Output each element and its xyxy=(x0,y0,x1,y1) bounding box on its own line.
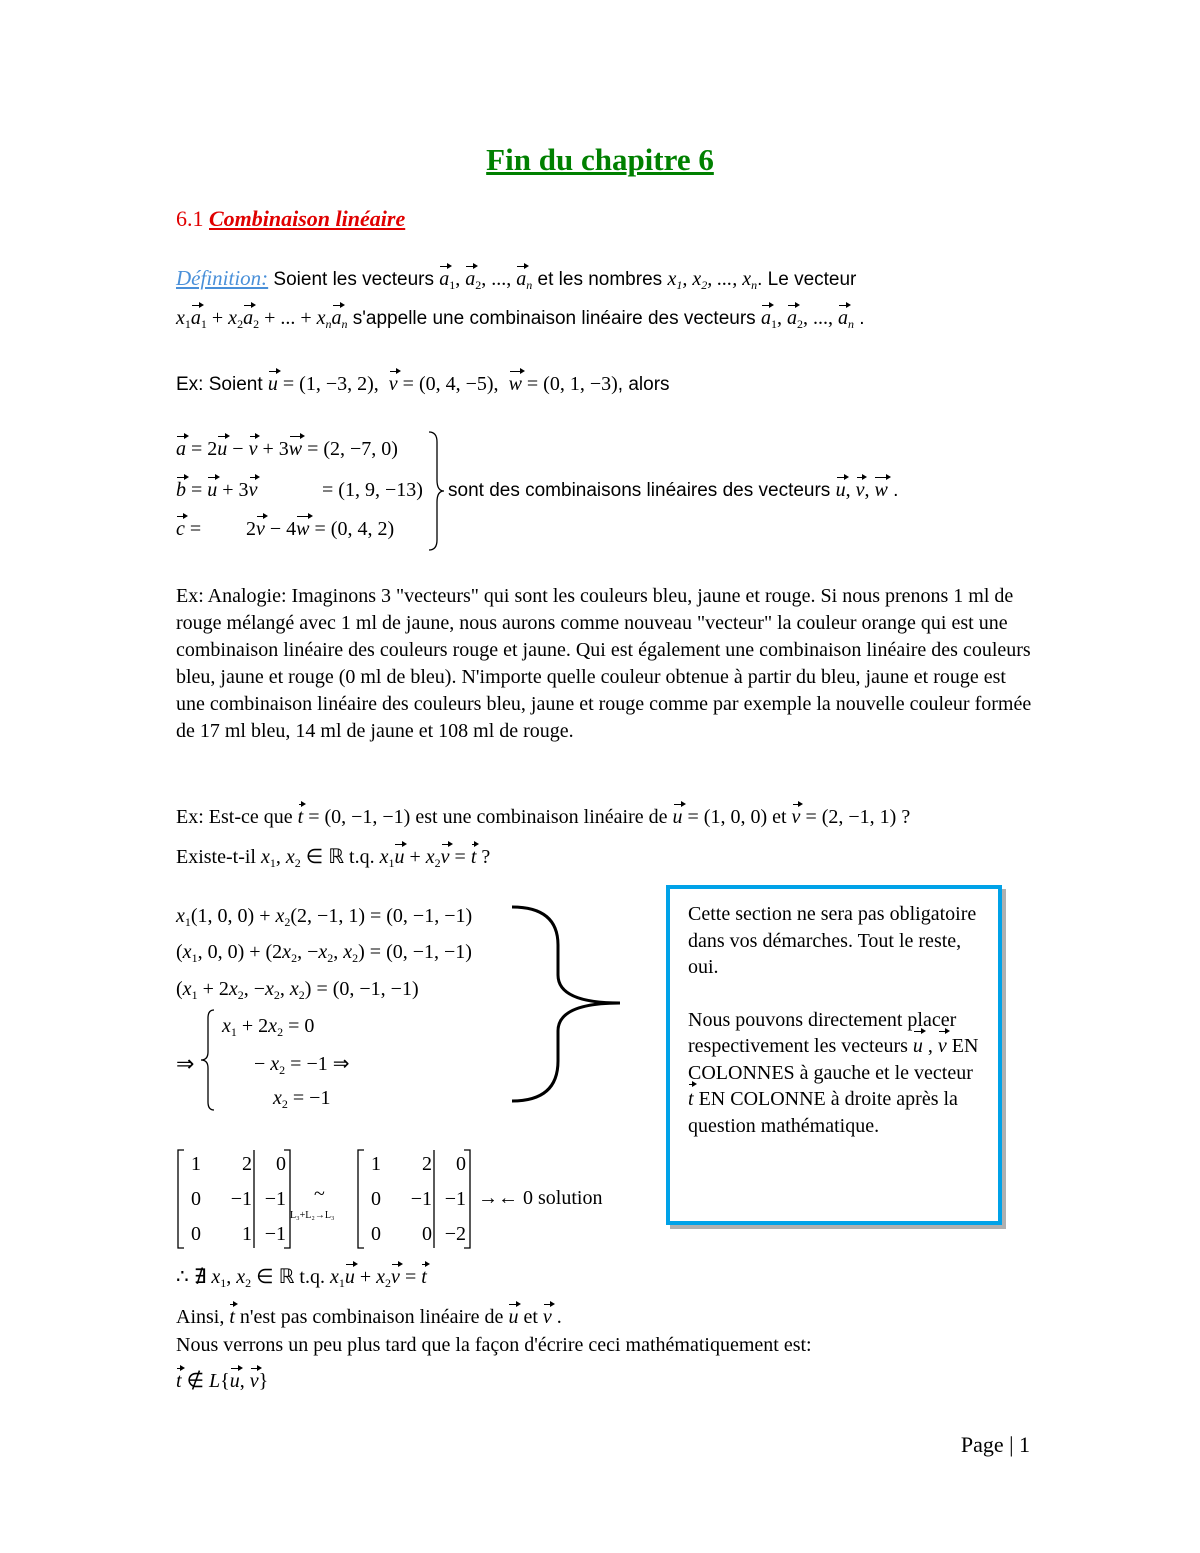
matrix-cell: 0 xyxy=(371,1188,381,1210)
ainsi-line: Ainsi, t n'est pas combinaison linéaire de u et v . xyxy=(176,1306,562,1328)
example-2-question: Ex: Est-ce que t = (0, −1, −1) est une combinaison linéaire de u = (1, 0, 0) et v = (2, −1, 1) ? xyxy=(176,806,911,828)
section-number: 6.1 xyxy=(176,206,209,231)
calc-text: ( xyxy=(176,941,183,963)
matrix-cell: −1 xyxy=(264,1188,286,1210)
definition-text: . Le vecteur xyxy=(757,269,857,290)
vector-w-value: = (0, 1, −3) xyxy=(526,373,618,395)
example-text: Ex: Soient xyxy=(176,374,268,395)
calc-text: = −1 xyxy=(292,1087,331,1109)
system-eq-2: − $x_2 = -1$ ⇒ xyxy=(254,1053,350,1077)
system-eq-3: $x_2 = -1$ xyxy=(273,1087,331,1111)
matrix-cell: −1 xyxy=(264,1223,286,1245)
definition-text: s'appelle une combinaison linéaire des vecteurs xyxy=(347,308,761,329)
example-1-intro: Ex: Soient u = (1, −3, 2), v = (0, 4, −5), w = (0, 1, −3), alors xyxy=(176,373,670,395)
eq-value: = (2, −7, 0) xyxy=(307,438,398,460)
example-1-conclusion: sont des combinaisons linéaires des vecteurs u, v, w . xyxy=(448,479,899,501)
left-brace xyxy=(198,1008,218,1112)
calc-text: = −1 ⇒ xyxy=(290,1053,350,1075)
matrix-result: →← 0 solution xyxy=(478,1187,603,1209)
example-text: , alors xyxy=(617,374,670,395)
therefore-line: ∴ ∄ $x_1$, $x_2$ ∈ ℝ t.q. $x_1u + x_2v = t$ xyxy=(176,1266,427,1290)
eq-c: c = xyxy=(176,518,202,540)
eq-value: = (0, 4, 2) xyxy=(314,518,395,540)
vector-u-value: = (1, 0, 0) xyxy=(687,806,768,828)
row-equivalent-symbol: ~ xyxy=(314,1183,325,1205)
example-2-exists: Existe-t-il $x_1$, $x_2$ ∈ ℝ t.q. $x_1u + x_2v = t$ ? xyxy=(176,846,491,870)
example-text: t.q. xyxy=(344,846,380,868)
eq-c-rhs: 2v − 4w = (0, 4, 2) xyxy=(246,518,395,540)
calc-text: = 0 xyxy=(288,1015,315,1037)
matrix-cell: −1 xyxy=(444,1188,466,1210)
matrix-cell: 0 xyxy=(191,1223,201,1245)
big-right-brace xyxy=(510,905,630,1105)
matrix-cell: 0 xyxy=(422,1223,432,1245)
implies-symbol: ⇒ xyxy=(176,1051,195,1076)
eq-a: a = 2u − v + 3w = (2, −7, 0) xyxy=(176,438,398,460)
note-text: EN COLONNES à gauche et le vecteur xyxy=(688,1035,979,1084)
vector-u-value: = (1, −3, 2), xyxy=(282,373,379,395)
note-text: EN COLONNE à droite après la question mathématique. xyxy=(688,1088,958,1137)
example-text: ? xyxy=(476,846,491,868)
vector-v-value: = (2, −1, 1) xyxy=(805,806,897,828)
matrix-cell: 0 xyxy=(191,1188,201,1210)
matrix-cell: 0 xyxy=(276,1153,286,1175)
definition-label: Définition: xyxy=(176,266,269,290)
matrix-cell: 1 xyxy=(191,1153,201,1175)
example-text: n'est pas combinaison linéaire de xyxy=(234,1306,509,1328)
example-text: Existe-t-il xyxy=(176,846,261,868)
example-text: ? xyxy=(896,806,911,828)
definition-text: Soient les vecteurs xyxy=(268,269,440,290)
page-number: Page | 1 xyxy=(960,1432,1030,1457)
matrix-cell: 2 xyxy=(242,1153,252,1175)
calc-text: ) = (0, −1, −1) xyxy=(304,978,419,1000)
note-box xyxy=(666,885,1002,1225)
example-text: Ainsi, xyxy=(176,1306,230,1328)
matrix-cell: 0 xyxy=(371,1223,381,1245)
right-brace xyxy=(425,430,449,552)
vector-v-value: = (0, 4, −5), xyxy=(402,373,499,395)
example-text: et xyxy=(523,1306,543,1328)
calc-text: t.q. xyxy=(294,1266,330,1288)
calc-text: ) = (0, −1, −1) xyxy=(358,941,472,963)
eq-text: = 2 xyxy=(191,438,218,460)
example-text: sont des combinaisons linéaires des vecteurs xyxy=(448,480,836,501)
page-title: Fin du chapitre 6 xyxy=(486,142,714,177)
calc-text: (2, −1, 1) = (0, −1, −1) xyxy=(290,905,473,927)
section-heading xyxy=(176,206,405,232)
matrix-cell: −2 xyxy=(444,1223,466,1245)
example-text: Ex: Est-ce que xyxy=(176,806,298,828)
note-paragraph-1: Cette section ne sera pas obligatoire dans vos démarches. Tout le reste, oui. xyxy=(688,903,977,978)
calc-line-2: ($x_1$, 0, $0) + (2x_2$, $-x_2$, $x_2) = (0$, −1, −1) xyxy=(176,941,472,965)
calc-text: , 0, 0) + (2 xyxy=(197,941,283,963)
matrix-cell: 1 xyxy=(242,1223,252,1245)
example-text: et xyxy=(772,806,792,828)
calc-line-1: $x_1(1$, 0, $0) + x_2(2$, −1, 1) = (0, −1, −1) xyxy=(176,905,473,929)
matrix-cell: −1 xyxy=(230,1188,252,1210)
note-paragraph-2: Nous pouvons directement placer respectivement les vecteurs u , v EN COLONNES à gauche et le vecteur t EN COLONNE à droite après la question mathématique. xyxy=(688,1008,979,1137)
span-notation: t ∉ L{u, v} xyxy=(176,1370,269,1392)
definition-text: et les nombres xyxy=(537,269,668,290)
eq-b: b = u + 3v xyxy=(176,479,258,501)
calc-line-3: ($x_1 + 2x_2$, $-x_2$, $x_2) = (0$, −1, −1) xyxy=(176,978,419,1002)
note-text: Nous pouvons directement placer respectivement les vecteurs xyxy=(688,1008,957,1057)
example-text: est une combinaison linéaire de xyxy=(415,806,673,828)
matrix-cell: 2 xyxy=(422,1153,432,1175)
vector-t-value: = (0, −1, −1) xyxy=(308,806,411,828)
definition-line-2: $x_1a_1 + x_2a_2$ + ... + $x_na_n$ s'appelle une combinaison linéaire des vecteurs $a_1$, $a_2$, ..., $a_n$ . xyxy=(176,307,865,331)
matrix-cell: −1 xyxy=(410,1188,432,1210)
later-line: Nous verrons un peu plus tard que la façon d'écrire ceci mathématiquement est: xyxy=(176,1334,812,1356)
definition-line-1: Définition: Soient les vecteurs $a_1$, $a_2$, ..., $a_n$ et les nombres $x_1$, $x_2$, ..., $x_n$. Le vecteur xyxy=(176,266,857,292)
matrix-cell: 1 xyxy=(371,1153,381,1175)
row-operation-label: L₃+L₂→L₃ xyxy=(290,1210,335,1221)
section-label: Combinaison linéaire xyxy=(209,206,406,231)
analogy-paragraph: Ex: Analogie: Imaginons 3 "vecteurs" qui sont les couleurs bleu, jaune et rouge. Si nous prenons 1 ml de rouge mélangé avec 1 ml de jaune, nous aurons comme nouveau "vecteur" la couleur orange qui est une combinaison linéaire des couleurs rouge et jaune. Qui est également une combinaison linéaire des couleurs bleu, jaune et rouge (0 ml de bleu). N'importe quelle couleur obtenue à partir du bleu, jaune et rouge est une combinaison linéaire des couleurs bleu, jaune et rouge comme par exemple la nouvelle couleur formée de 17 ml bleu, 14 ml de jaune et 108 ml de rouge. xyxy=(176,585,1032,742)
eq-b-value: = (1, 9, −13) xyxy=(322,479,423,501)
system-eq-1: $x_1 + 2x_2 = 0$ xyxy=(222,1015,315,1039)
matrix-cell: 0 xyxy=(456,1153,466,1175)
calc-text: (1, 0, 0) + xyxy=(190,905,276,927)
